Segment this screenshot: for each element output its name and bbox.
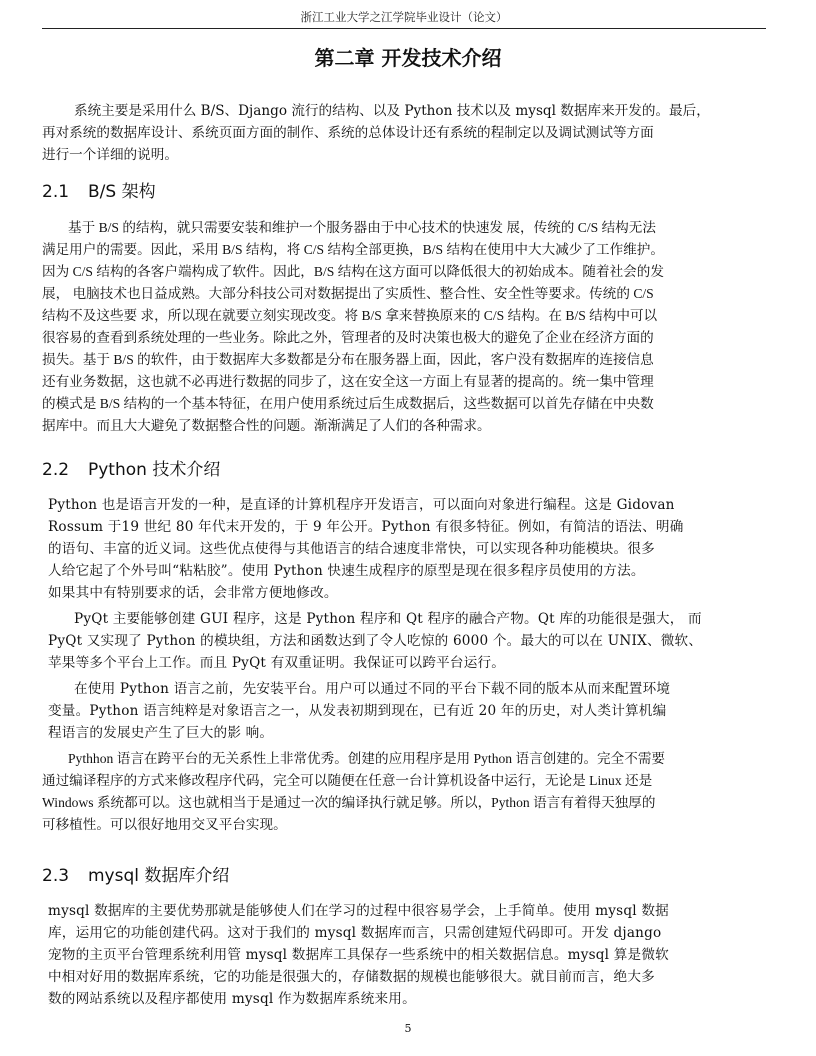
section-heading-2-2 <box>42 458 220 482</box>
section-title: mysql 数据库介绍 <box>88 866 230 886</box>
section-number: 2.2 <box>42 460 70 480</box>
body-line: PyQt 又实现了 Python 的模块组，方法和函数达到了令人吃惊的 6000 个。最大的可以在 UNIX、微软、 <box>48 633 703 649</box>
body-line: mysql 数据库的主要优势那就是能够使人们在学习的过程中很容易学会，上手简单。使用 mysql 数据 <box>48 903 669 919</box>
body-line: Windows 系统都可以。这也就相当于是通过一次的编译执行就足够。所以，Python 语言有着得天独厚的 <box>42 795 656 810</box>
body-line: 程语言的发展史产生了巨大的影 响。 <box>48 725 274 741</box>
section-heading-2-1 <box>42 180 156 204</box>
body-line: 苹果等多个平台上工作。而且 PyQt 有双重证明。我保证可以跨平台运行。 <box>48 655 506 671</box>
body-line: 变量。Python 语言纯粹是对象语言之一，从发表初期到现在，已有近 20 年的历史，对人类计算机编 <box>48 703 667 719</box>
body-line: 可移植性。可以很好地用交叉平台实现。 <box>42 817 287 832</box>
body-line: Python 也是语言开发的一种，是直译的计算机程序开发语言，可以面向对象进行编程。这是 Gidovan <box>48 497 675 513</box>
body-line: 如果其中有特别要求的话，会非常方便地修改。 <box>48 585 338 601</box>
section-heading-2-3 <box>42 864 229 888</box>
body-line: Pythhon 语言在跨平台的无关系性上非常优秀。创建的应用程序是用 Python 语言创建的。完全不需要 <box>68 751 666 766</box>
body-line: 基于 B/S 的结构，就只需要安装和维护一个服务器由于中心技术的快速发 展，传统的 C/S 结构无法 <box>68 220 656 235</box>
body-line: 的模式是 B/S 结构的一个基本特征，在用户使用系统过后生成数据后，这些数据可以首先存储在中央数 <box>42 396 654 411</box>
body-line: 据库中。而且大大避免了数据整合性的问题。渐渐满足了人们的各种需求。 <box>42 418 491 433</box>
body-line: Rossum 于19 世纪 80 年代末开发的，于 9 年公开。Python 有很多特征。例如，有简洁的语法、明确 <box>48 519 684 535</box>
body-line: PyQt 主要能够创建 GUI 程序，这是 Python 程序和 Qt 程序的融合产物。Qt 库的功能很是强大， 而 <box>74 611 702 627</box>
page-number: 5 <box>404 1022 412 1035</box>
body-line: 数的网站系统以及程序都使用 mysql 作为数据库系统来用。 <box>48 991 416 1007</box>
body-line: 库，运用它的功能创建代码。这对于我们的 mysql 数据库而言，只需创建短代码即可。开发 django <box>48 925 662 941</box>
body-line: 满足用户的需要。因此，采用 B/S 结构，将 C/S 结构全部更换，B/S 结构在使用中大大减少了工作维护。 <box>42 242 664 257</box>
section-title: Python 技术介绍 <box>88 460 221 480</box>
body-line: 结构不及这些要 求，所以现在就要立刻实现改变。将 B/S 拿来替换原来的 C/S 结构。在 B/S 结构中可以 <box>42 308 658 323</box>
body-line: 因为 C/S 结构的各客户端构成了软件。因此，B/S 结构在这方面可以降低很大的初始成本。随着社会的发 <box>42 264 664 279</box>
section-number: 2.3 <box>42 866 70 886</box>
body-line: 的语句、丰富的近义词。这些优点使得与其他语言的结合速度非常快，可以实现各种功能模块。很多 <box>48 541 655 557</box>
body-line: 很容易的查看到系统处理的一些业务。除此之外，管理者的及时决策也极大的避免了企业在经济方面的 <box>42 330 654 345</box>
body-line: 中相对好用的数据库系统，它的功能是很强大的，存储数据的规模也能够很大。就目前而言，绝大多 <box>48 969 655 985</box>
section-number: 2.1 <box>42 182 70 202</box>
intro-line: 再对系统的数据库设计、系统页面方面的制作、系统的总体设计还有系统的程制定以及调试测试等方面 <box>42 125 654 141</box>
body-line: 还有业务数据，这也就不必再进行数据的同步了，这在安全这一方面上有显著的提高的。统一集中管理 <box>42 374 654 389</box>
intro-line: 系统主要是采用什么 B/S、Django 流行的结构、以及 Python 技术以及 mysql 数据库来开发的。最后， <box>74 103 710 119</box>
body-line: 宠物的主页平台管理系统利用管 mysql 数据库工具保存一些系统中的相关数据信息。mysql 算是微软 <box>48 947 669 963</box>
running-header <box>42 8 766 29</box>
body-line: 在使用 Python 语言之前，先安装平台。用户可以通过不同的平台下载不同的版本从而来配置环境 <box>74 681 671 697</box>
body-line: 损失。基于 B/S 的软件，由于数据库大多数都是分布在服务器上面，因此，客户没有数据库的连接信息 <box>42 352 654 367</box>
intro-line: 进行一个详细的说明。 <box>42 147 178 163</box>
body-line: 展， 电脑技术也日益成熟。大部分科技公司对数据提出了实质性、整合性、安全性等要求。传统的 C/S <box>42 286 654 301</box>
header-text: 浙江工业大学之江学院毕业设计（论文） <box>300 10 508 24</box>
section-title: B/S 架构 <box>88 182 156 202</box>
chapter-title: 第二章 开发技术介绍 <box>314 46 502 70</box>
body-line: 通过编译程序的方式来修改程序代码，完全可以随便在任意一台计算机设备中运行，无论是 Linux 还是 <box>42 773 653 788</box>
body-line: 人给它起了个外号叫“粘粘胶”。使用 Python 快速生成程序的原型是现在很多程序员使用的方法。 <box>48 563 645 579</box>
